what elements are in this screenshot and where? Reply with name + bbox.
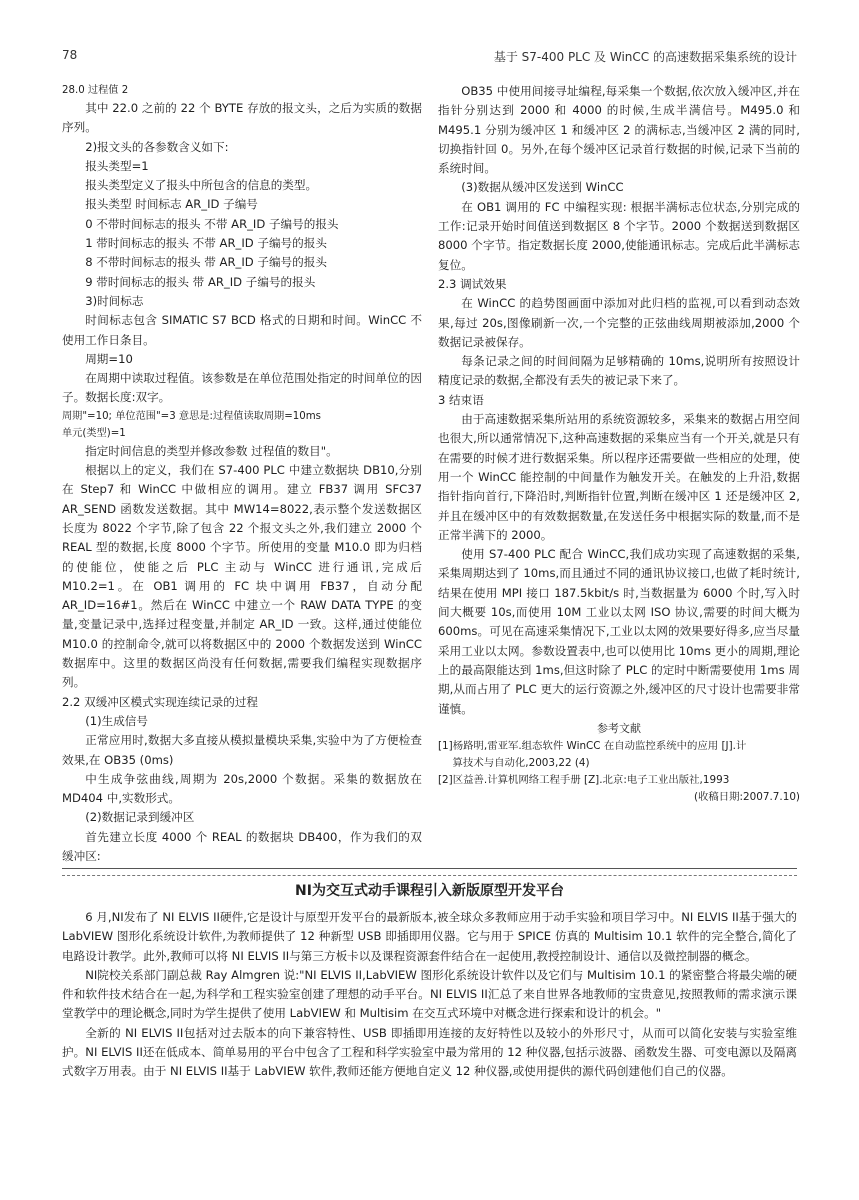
paragraph: 报头类型=1 xyxy=(85,158,149,173)
paragraph: 在 OB1 调用的 FC 中编程实现: 根据半满标志位状态,分别完成的工作:记录开始时间值送到数据区 8 个字节。2000 个数据送到数据区 8000 个字节。指定数据长度 2000,使能通讯标志。完成后此半满标志复位。 xyxy=(438,199,800,272)
paragraph: 指定时间信息的类型并修改参数 过程值的数目"。 xyxy=(85,443,338,458)
paragraph: 1 带时间标志的报头 不带 AR_ID 子编号的报头 xyxy=(85,236,327,251)
reference-item: 算技术与自动化,2003,22 (4) xyxy=(452,757,590,770)
paragraph: 3 结束语 xyxy=(438,392,484,407)
reference-list xyxy=(438,738,800,789)
reference-item: [2]区益善.计算机网络工程手册 [Z].北京:电子工业出版社,1993 xyxy=(438,774,730,787)
news-title: NI为交互式动手课程引入新版原型开发平台 xyxy=(295,883,564,899)
paragraph: 在周期中读取过程值。该参数是在单位范围处指定的时间单位的因子。数据长度:双字。 xyxy=(62,371,422,405)
news-paragraph: NI院校关系部门副总裁 Ray Almgren 说:"NI ELVIS II,LabVIEW 图形化系统设计软件以及它们与 Multisim 10.1 的紧密整合将最尖端的硬件和软件技术结合在一起,为科学和工程实验室创建了理想的动手平台。NI ELVIS II汇总了来自世界各地教师的宝贵意见,按照教师的需求演示课堂教学中的理论概念,同时为学生提供了使用 LabVIEW 和 Multisim 在交互式环境中对概念进行探索和设计的机会。" xyxy=(62,967,797,1021)
paragraph: 9 带时间标志的报头 带 AR_ID 子编号的报头 xyxy=(85,274,316,289)
references-title: 参考文献 xyxy=(597,721,641,735)
paragraph: 其中 22.0 之前的 22 个 BYTE 存放的报文头，之后为实质的数据序列。 xyxy=(62,101,422,135)
paragraph: (1)生成信号 xyxy=(85,713,148,728)
paragraph: 时间标志包含 SIMATIC S7 BCD 格式的日期和时间。WinCC 不使用工作日条目。 xyxy=(62,313,422,347)
paragraph: 报头类型 时间标志 AR_ID 子编号 xyxy=(85,197,258,212)
paragraph: 2.2 双缓冲区模式实现连续记录的过程 xyxy=(62,694,259,709)
paragraph: 3)时间标志 xyxy=(85,293,144,308)
paragraph: 使用 S7-400 PLC 配合 WinCC,我们成功实现了高速数据的采集,采集周期达到了 10ms,而且通过不同的通讯协议接口,也做了耗时统计,结果在使用 MPI 接口 187.5kbit/s 时,当数据量为 6000 个时,写入时间大概要 10s,而使用 10M 工业以太网 ISO 协议,需要的时间大概为 600ms。可见在高速采集情况下,工业以太网的效果要好得多,应当尽量采用工业以太网。参数设置表中,也可以使用比 10ms 更小的周期,理论上的最高限能达到 1ms,但这时除了 PLC 的定时中断需要使用 1ms 周期,从而占用了 PLC 更大的运行资源之外,缓冲区的尺寸设计也需要非常谨慎。 xyxy=(438,547,800,716)
paragraph: 2)报文头的各参数含义如下: xyxy=(85,139,229,154)
paragraph: 中生成争弦曲线,周期为 20s,2000 个数据。采集的数据放在 MD404 中,实数形式。 xyxy=(62,771,422,806)
paragraph: 由于高速数据采集所站用的系统资源较多，采集来的数据占用空间也很大,所以通常情况下,这种高速数据的采集应当有一个开关,就是只有在需要的时候才进行数据采集。所以程序还需要做一些相应的处理，使用一个 WinCC 能控制的中间量作为触发开关。在触发的上升沿,数据指针指向首行,下降沿时,判断指针位置,判断在缓冲区 1 还是缓冲区 2,并且在缓冲区中的有效数据数量,在发送任务中根据实际的数量,而不是正常半满下的 2000。 xyxy=(438,412,800,542)
paragraph: 在 WinCC 的趋势图画面中添加对此归档的监视,可以看到动态效果,每过 20s,图像刷新一次,一个完整的正弦曲线周期被添加,2000 个数据记录被保存。 xyxy=(438,296,800,349)
paragraph: 周期"=10; 单位范围"=3 意思是:过程值读取周期=10ms xyxy=(62,410,321,422)
paragraph: 报头类型定义了报头中所包含的信息的类型。 xyxy=(85,178,318,193)
paragraph: 周期=10 xyxy=(85,351,133,366)
page-number: 78 xyxy=(62,48,78,62)
section-divider xyxy=(62,868,797,876)
paragraph: 单元(类型)=1 xyxy=(62,427,126,439)
paragraph: 28.0 过程值 2 xyxy=(62,85,129,96)
paragraph: (2)数据记录到缓冲区 xyxy=(85,810,195,825)
news-paragraph: 全新的 NI ELVIS II包括对过去版本的向下兼容特性、USB 即插即用连接的友好特性以及较小的外形尺寸，从而可以简化安装与实验室维护。NI ELVIS II还在低成本、简单易用的平台中包含了工程和科学实验室中最为常用的 12 种仪器,包括示波器、函数发生器、可变电源以及隔离式数字万用表。由于 NI ELVIS II基于 LabVIEW 软件,教师还能方便地自定义 12 种仪器,或使用提供的源代码创建他们自己的仪器。 xyxy=(62,1025,797,1079)
paragraph: 0 不带时间标志的报头 不带 AR_ID 子编号的报头 xyxy=(85,216,339,231)
paragraph: 根据以上的定义，我们在 S7-400 PLC 中建立数据块 DB10,分别在 Step7 和 WinCC 中做相应的调用。建立 FB37 调用 SFC37 AR_SEND 函数发送数据。其中 MW14=8022,表示整个发送数据区长度为 8022 个字节,除了包含 22 个报文头之外,我们建立 2000 个 REAL 型的数据,长度 8000 个字节。所使用的变量 M10.0 即为归档的使能位，使能之后 PLC 主动与 WinCC 进行通讯,完成后 M10.2=1。在 OB1 调用的 FC 块中调用 FB37，自动分配 AR_ID=16#1。然后在 WinCC 中建立一个 RAW DATA TYPE 的变量,变量记录中,选择过程变量,并制定 AR_ID 一致。这样,通过使能位 M10.0 的控制命令,就可以将数据区中的 2000 个数据发送到 WinCC 数据库中。这里的数据区尚没有任何数据,需要我们编程实现数据序列。 xyxy=(62,463,422,690)
paragraph: 2.3 调试效果 xyxy=(438,276,507,291)
reference-item: [1]杨路明,雷亚军.组态软件 WinCC 在自动监控系统中的应用 [J].计 xyxy=(438,740,747,753)
received-date: (收稿日期:2007.7.10) xyxy=(693,791,800,804)
running-header xyxy=(62,48,797,68)
left-column xyxy=(62,82,422,866)
references xyxy=(438,719,800,806)
paragraph: 首先建立长度 4000 个 REAL 的数据块 DB400，作为我们的双缓冲区: xyxy=(62,829,422,863)
right-column-body xyxy=(438,82,800,719)
paragraph: 8 不带时间标志的报头 带 AR_ID 子编号的报头 xyxy=(85,255,327,270)
paragraph: 每条记录之间的时间间隔为足够精确的 10ms,说明所有按照设计精度记录的数据,全都没有丢失的被记录下来了。 xyxy=(438,354,800,388)
paragraph: 正常应用时,数据大多直接从模拟量模块采集,实验中为了方便检查效果,在 OB35 (0ms) xyxy=(62,733,422,767)
running-title: 基于 S7-400 PLC 及 WinCC 的高速数据采集系统的设计 xyxy=(493,50,797,64)
paragraph: OB35 中使用间接寻址编程,每采集一个数据,依次放入缓冲区,并在指针分别达到 2000 和 4000 的时候,生成半满信号。M495.0 和 M495.1 分别为缓冲区 1 和缓冲区 2 的满标志,当缓冲区 2 满的同时,切换指针回 0。另外,在每个缓冲区记录首行数据的时候,记录下当前的系统时间。 xyxy=(438,84,800,176)
news-body xyxy=(62,908,797,1082)
paragraph: (3)数据从缓冲区发送到 WinCC xyxy=(461,180,624,195)
news-paragraph: 6 月,NI发布了 NI ELVIS II硬件,它是设计与原型开发平台的最新版本,被全球众多教师应用于动手实验和项目学习中。NI ELVIS II基于强大的 LabVIEW 图形化系统设计软件,为教师提供了 12 种新型 USB 即插即用仪器。它与用于 SPICE 仿真的 Multisim 10.1 软件的完全整合,简化了电路设计教学。此外,教师可以将 NI ELVIS II与第三方板卡以及课程资源套件结合在一起使用,教授控制设计、通信以及微控制器的概念。 xyxy=(62,910,797,963)
right-column xyxy=(438,82,800,806)
